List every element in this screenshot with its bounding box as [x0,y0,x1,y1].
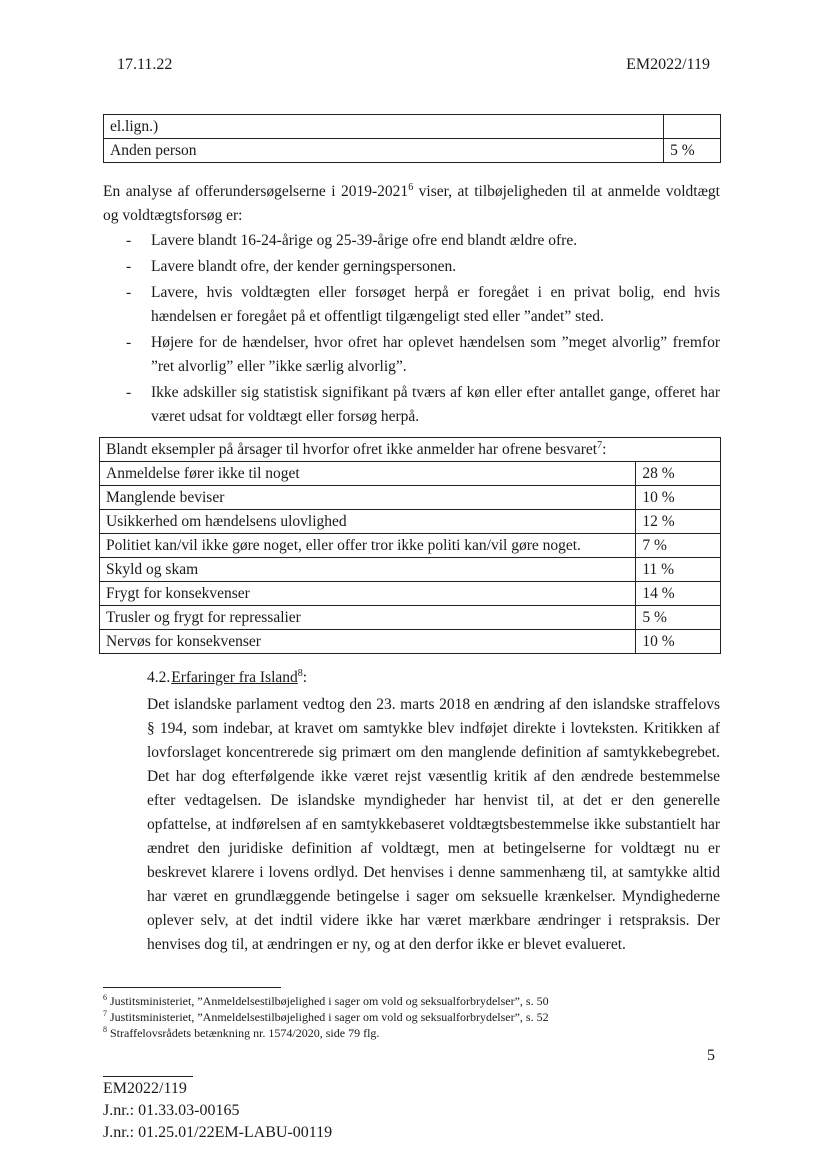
list-item-text: Ikke adskiller sig statistisk signifikant på tværs af køn eller efter antallet gange, offeret har været udsat for voldtægt eller forsøg herpå. [151,384,720,425]
footnotes [103,993,549,1041]
footnote-divider [103,987,281,988]
section-body: Det islandske parlament vedtog den 23. marts 2018 en ændring af den islandske straffelovs § 194, som indebar, at kravet om samtykke blev indføjet direkte i lovteksten. Kritikken af lovforslaget koncentrerede sig primært om den manglende definition af samtykkebegrebet. Det har dog efterfølgende ikke været rejst væsentlig kritik af den ændrede bestemmelse efter vedtagelsen. De islandske myndigheder har henvist til, at det er den generelle opfattelse, at indførelsen af en samtykkebaseret voldtægtsbestemmelse ikke substantielt har ændret den juridiske definition af voldtægt, men at betingelserne for voldtægt nu er beskrevet klarere i lovens ordlyd. Det henvises i denne sammenhæng til, at samtykke altid har været en grundlæggende betingelse i sager om seksuelle krænkelser. Myndighederne oplever selv, at det indtil videre ikke har været mærkbare ændringer i retspraksis. Der henvises dog til, at ændringen er ny, og at den derfor ikke er blevet evalueret. [147,696,720,953]
header-reference: EM2022/119 [626,56,710,73]
list-item-text: Lavere blandt 16-24-årige og 25-39-årige ofre end blandt ældre ofre. [151,232,578,249]
table-row [100,534,721,558]
table-row [100,510,721,534]
bullet-dash: - [126,384,132,401]
table-cell-value [664,115,721,139]
reasons-table [99,437,721,654]
table-header-text: Blandt eksempler på årsager til hvorfor ofret ikke anmelder har ofrene besvaret [106,441,598,458]
footnote-number: 7 [103,1009,107,1018]
intro-text: viser, at tilbøjeligheden til at anmelde voldtægt og voldtægtsforsøg er: [103,183,720,224]
table-cell-label: Anden person [104,139,664,163]
bullet-dash: - [126,284,132,301]
footer-reference: EM2022/119 [103,1080,187,1097]
footnote-text: Justitsministeriet, ”Anmeldelsestilbøjelighed i sager om vold og seksualforbrydelser”, s. 52 [107,1010,549,1024]
footer-journal-number: J.nr.: 01.33.03-00165 [103,1102,240,1119]
list-item [103,331,720,379]
table-cell-label: Politiet kan/vil ikke gøre noget, eller offer tror ikke politi kan/vil gøre noget. [100,534,636,558]
footnote-text: Straffelovsrådets betænkning nr. 1574/2020, side 79 flg. [107,1026,380,1040]
perpetrator-table [103,114,721,163]
section-heading [147,667,307,689]
table-cell-label: el.lign.) [104,115,664,139]
table-cell-value: 10 % [636,630,721,654]
footnote [103,993,549,1009]
table-row [100,486,721,510]
footnote [103,1009,549,1025]
footnote-text: Justitsministeriet, ”Anmeldelsestilbøjelighed i sager om vold og seksualforbrydelser”, s. 50 [107,994,549,1008]
table-cell-value: 10 % [636,486,721,510]
intro-text: En analyse af offerundersøgelserne i 2019-2021 [103,183,409,200]
list-item [103,281,720,329]
table-cell-value: 5 % [636,606,721,630]
section-title: Erfaringer fra Island [171,669,298,686]
header-date: 17.11.22 [117,56,173,73]
table-cell-value: 12 % [636,510,721,534]
table-cell-label: Trusler og frygt for repressalier [100,606,636,630]
footer [103,1078,332,1144]
table-row [100,462,721,486]
section-title-suffix: : [302,669,308,686]
table-cell-label: Frygt for konsekvenser [100,582,636,606]
table-cell-value: 11 % [636,558,721,582]
section-number: 4.2. [147,669,171,686]
table-header-row [100,438,721,462]
footnote-ref[interactable]: 7 [597,439,603,451]
table-cell-label: Manglende beviser [100,486,636,510]
findings-list [103,229,720,431]
footer-divider [103,1076,193,1077]
table-cell-label: Nervøs for konsekvenser [100,630,636,654]
footnote [103,1025,549,1041]
table-cell-value: 28 % [636,462,721,486]
bullet-dash: - [126,232,132,249]
table-row [104,139,721,163]
footnote-number: 8 [103,1025,107,1034]
table-cell-label: Anmeldelse fører ikke til noget [100,462,636,486]
table-row [100,606,721,630]
footnote-number: 6 [103,993,107,1002]
table-row [100,630,721,654]
footnote-ref[interactable]: 8 [297,667,303,679]
bullet-dash: - [126,334,132,351]
intro-paragraph [103,180,720,228]
table-row [100,558,721,582]
list-item-text: Højere for de hændelser, hvor ofret har oplevet hændelsen som ”meget alvorlig” fremfor ”ret alvorlig” eller ”ikke særlig alvorlig”. [151,334,720,375]
list-item [103,255,720,279]
footer-journal-number: J.nr.: 01.25.01/22EM-LABU-00119 [103,1124,333,1141]
table-cell-value: 14 % [636,582,721,606]
table-cell-value: 7 % [636,534,721,558]
footnote-ref[interactable]: 6 [408,181,414,193]
list-item-text: Lavere, hvis voldtægten eller forsøget herpå er foregået i en privat bolig, end hvis hændelsen er foregået på et offentligt tilgængeligt sted eller ”andet” sted. [151,284,720,325]
table-cell-label: Skyld og skam [100,558,636,582]
list-item [103,381,720,429]
list-item [103,229,720,253]
table-header-suffix: : [602,441,607,458]
table-row [100,582,721,606]
bullet-dash: - [126,258,132,275]
list-item-text: Lavere blandt ofre, der kender gerningspersonen. [151,258,457,275]
table-header-cell [100,438,721,462]
table-row [104,115,721,139]
table-cell-value: 5 % [664,139,721,163]
page-number: 5 [707,1047,715,1064]
table-cell-label: Usikkerhed om hændelsens ulovlighed [100,510,636,534]
